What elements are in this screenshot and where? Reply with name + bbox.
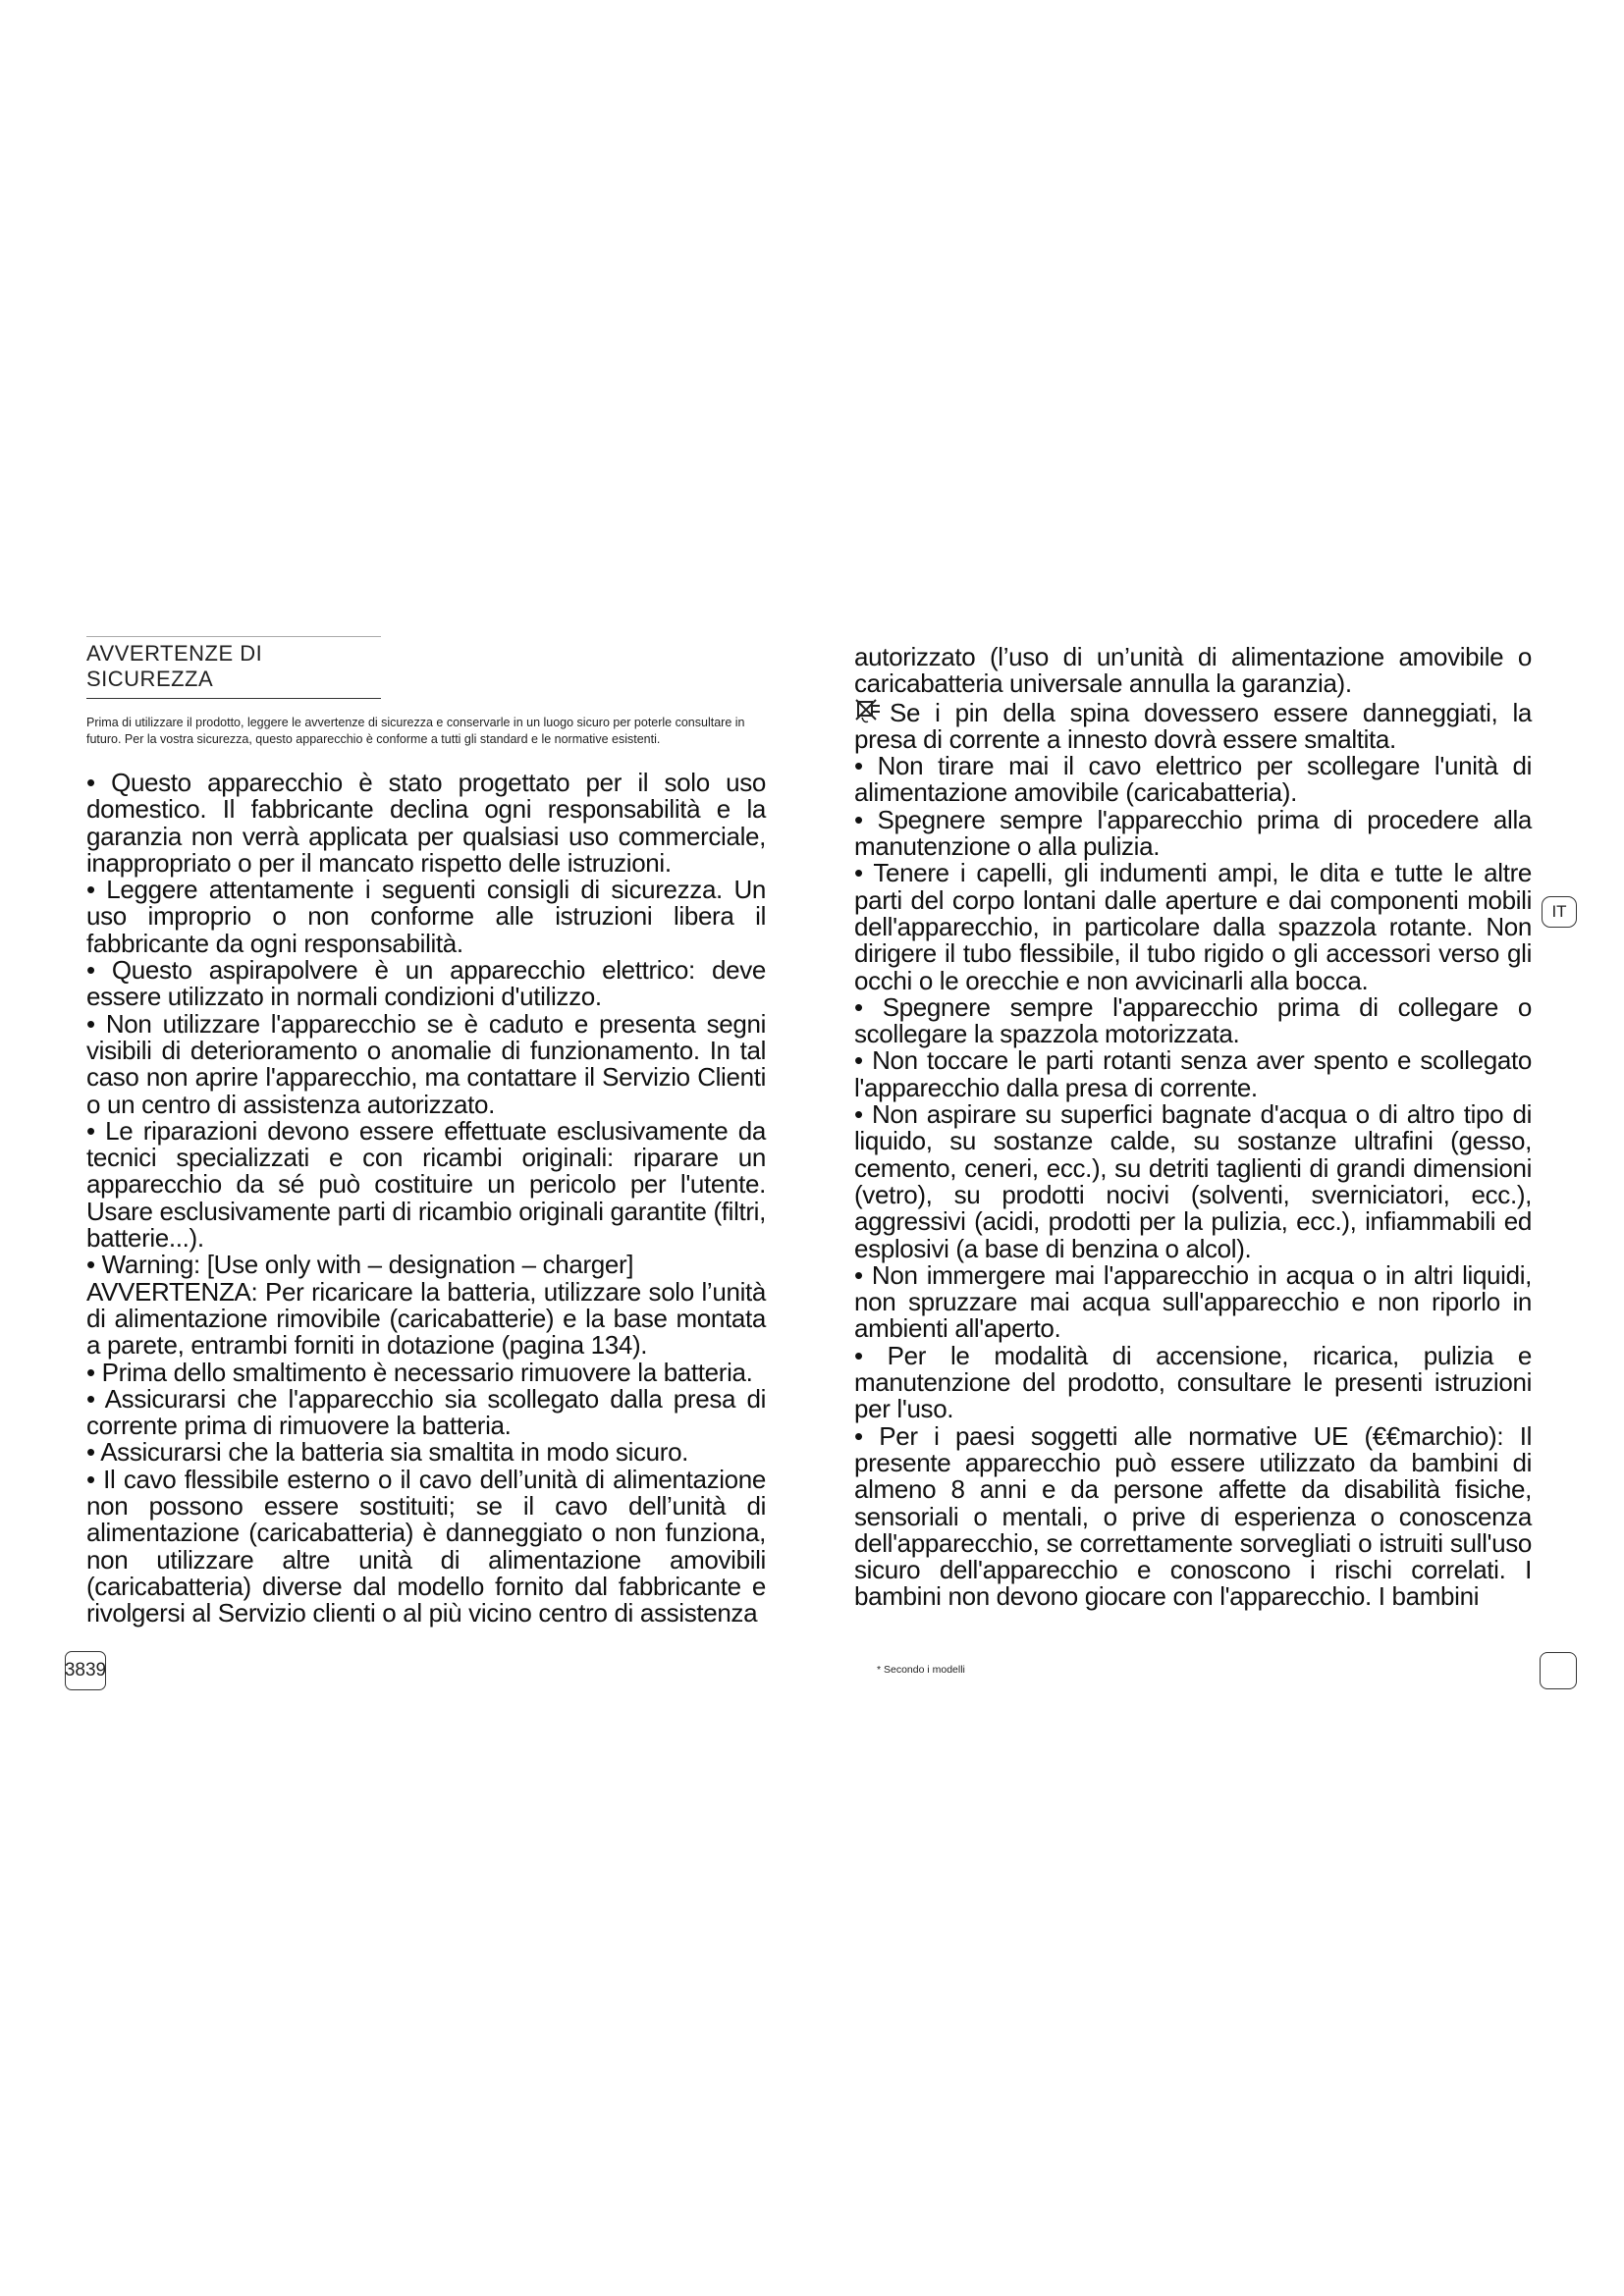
left-paragraph: • Assicurarsi che la batteria sia smaltita in modo sicuro.	[86, 1437, 689, 1468]
left-paragraph: • Assicurarsi che l'apparecchio sia scollegato dalla presa di corrente prima di rimuovere la batteria.	[86, 1383, 766, 1441]
right-paragraph: • Non toccare le parti rotanti senza aver spento e scollegato l'apparecchio dalla presa di corrente.	[854, 1045, 1532, 1102]
right-column	[854, 644, 1532, 1611]
page-number-box	[1540, 1652, 1577, 1689]
right-paragraph: • Spegnere sempre l'apparecchio prima di procedere alla manutenzione o alla pulizia.	[854, 804, 1532, 862]
right-paragraph: autorizzato (l’uso di un’unità di alimentazione amovibile o caricabatteria universale annulla la garanzia).	[854, 642, 1532, 699]
left-paragraph: • Non utilizzare l'apparecchio se è caduto e presenta segni visibili di deterioramento o anomalie di funzionamento. In tal caso non aprire l'apparecchio, ma contattare il Servizio Clienti o un centro di assistenza autorizzato.	[86, 1008, 766, 1119]
left-body	[86, 770, 766, 1628]
left-paragraph: • Prima dello smaltimento è necessario rimuovere la batteria.	[86, 1357, 753, 1387]
icon-paragraph-text: Se i pin della spina dovessero essere danneggiati, la presa di corrente a innesto dovrà essere smaltita.	[854, 697, 1532, 754]
right-paragraph: • Per le modalità di accensione, ricarica, pulizia e manutenzione del prodotto, consultare le presenti istruzioni per l'uso.	[854, 1340, 1532, 1424]
right-paragraph: • Spegnere sempre l'apparecchio prima di collegare o scollegare la spazzola motorizzata.	[854, 991, 1532, 1049]
left-paragraph: • Questo aspirapolvere è un apparecchio elettrico: deve essere utilizzato in normali condizioni d'utilizzo.	[86, 955, 766, 1012]
icon-paragraph	[854, 698, 1532, 754]
right-paragraph: • Non aspirare su superfici bagnate d'acqua o di altro tipo di liquido, su sostanze calde, su sostanze ultrafini (gesso, cemento, ceneri, ecc.), su detriti taglienti di grandi dimensioni (vetro), su prodotti nocivi (solventi, sverniciatori, ecc.), aggressivi (acidi, prodotti per la pulizia, ecc.), infiammabili ed esplosivi (a base di benzina o alcol).	[854, 1099, 1532, 1263]
left-paragraph: AVVERTENZA: Per ricaricare la batteria, utilizzare solo l’unità di alimentazione rimovibile (caricabatterie) e la base montata a parete, entrambi forniti in dotazione (pagina 134).	[86, 1276, 766, 1361]
right-paragraph: • Tenere i capelli, gli indumenti ampi, le dita e tutte le altre parti del corpo lontani dalle aperture e dai componenti mobili dell'apparecchio, in particolare dalla spazzola rotante. Non dirigere il tubo flessibile, il tubo rigido o gli accessori verso gli occhi o le orecchie e non avvicinarli alla bocca.	[854, 858, 1532, 995]
left-paragraph: • Questo apparecchio è stato progettato per il solo uso domestico. Il fabbricante declina ogni responsabilità e la garanzia non verrà applicata per qualsiasi uso commerciale, inappropriato o per il mancato rispetto delle istruzioni.	[86, 768, 766, 878]
page-number: 3839	[65, 1651, 106, 1690]
right-body	[854, 644, 1532, 1611]
intro-text: Prima di utilizzare il prodotto, leggere le avvertenze di sicurezza e conservarle in un luogo sicuro per poterle consultare in futuro. Per la vostra sicurezza, questo apparecchio è conforme a tutti gli standard e le normative esistenti.	[86, 716, 745, 746]
right-paragraph: • Per i paesi soggetti alle normative UE (€€marchio): Il presente apparecchio può essere utilizzato da bambini di almeno 8 anni e da persone affette da disabilità fisiche, sensoriali o mentali, o prive di esperienza o conoscenza dell'apparecchio, se correttamente sorvegliati o istruiti sull'uso sicuro dell'apparecchio e conoscono i rischi correlati. I bambini non devono giocare con l'apparecchio. I bambini	[854, 1420, 1532, 1612]
left-paragraph: • Il cavo flessibile esterno o il cavo dell’unità di alimentazione non possono essere sostituiti; se il cavo dell’unità di alimentazione (caricabatteria) è danneggiato o non funziona, non utilizzare altre unità di alimentazione amovibili (caricabatteria) diverse dal modello fornito dal fabbricante e rivolgersi al Servizio clienti o al più vicino centro di assistenza	[86, 1464, 766, 1629]
right-paragraph: • Non tirare mai il cavo elettrico per scollegare l'unità di alimentazione amovibile (caricabatteria).	[854, 751, 1532, 808]
language-tab: IT	[1542, 896, 1577, 928]
left-column	[86, 636, 766, 1628]
left-paragraph: • Leggere attentamente i seguenti consigli di sicurezza. Un uso improprio o non conforme alle istruzioni libera il fabbricante da ogni responsabilità.	[86, 875, 766, 958]
footnote: * Secondo i modelli	[877, 1664, 965, 1676]
left-paragraph: • Le riparazioni devono essere effettuate esclusivamente da tecnici specializzati e con ricambi originali: riparare un apparecchio da sé può costituire un pericolo per l'utente. Usare esclusivamente parti di ricambio originali garantite (filtri, batterie...).	[86, 1115, 766, 1254]
section-heading: AVVERTENZE DI SICUREZZA	[86, 636, 381, 699]
plug-disposal-icon	[854, 698, 884, 725]
left-paragraph: • Warning: [Use only with – designation – charger]	[86, 1250, 634, 1280]
right-paragraph: • Non immergere mai l'apparecchio in acqua o in altri liquidi, non spruzzare mai acqua sull'apparecchio e non riporlo in ambienti all'aperto.	[854, 1259, 1532, 1344]
